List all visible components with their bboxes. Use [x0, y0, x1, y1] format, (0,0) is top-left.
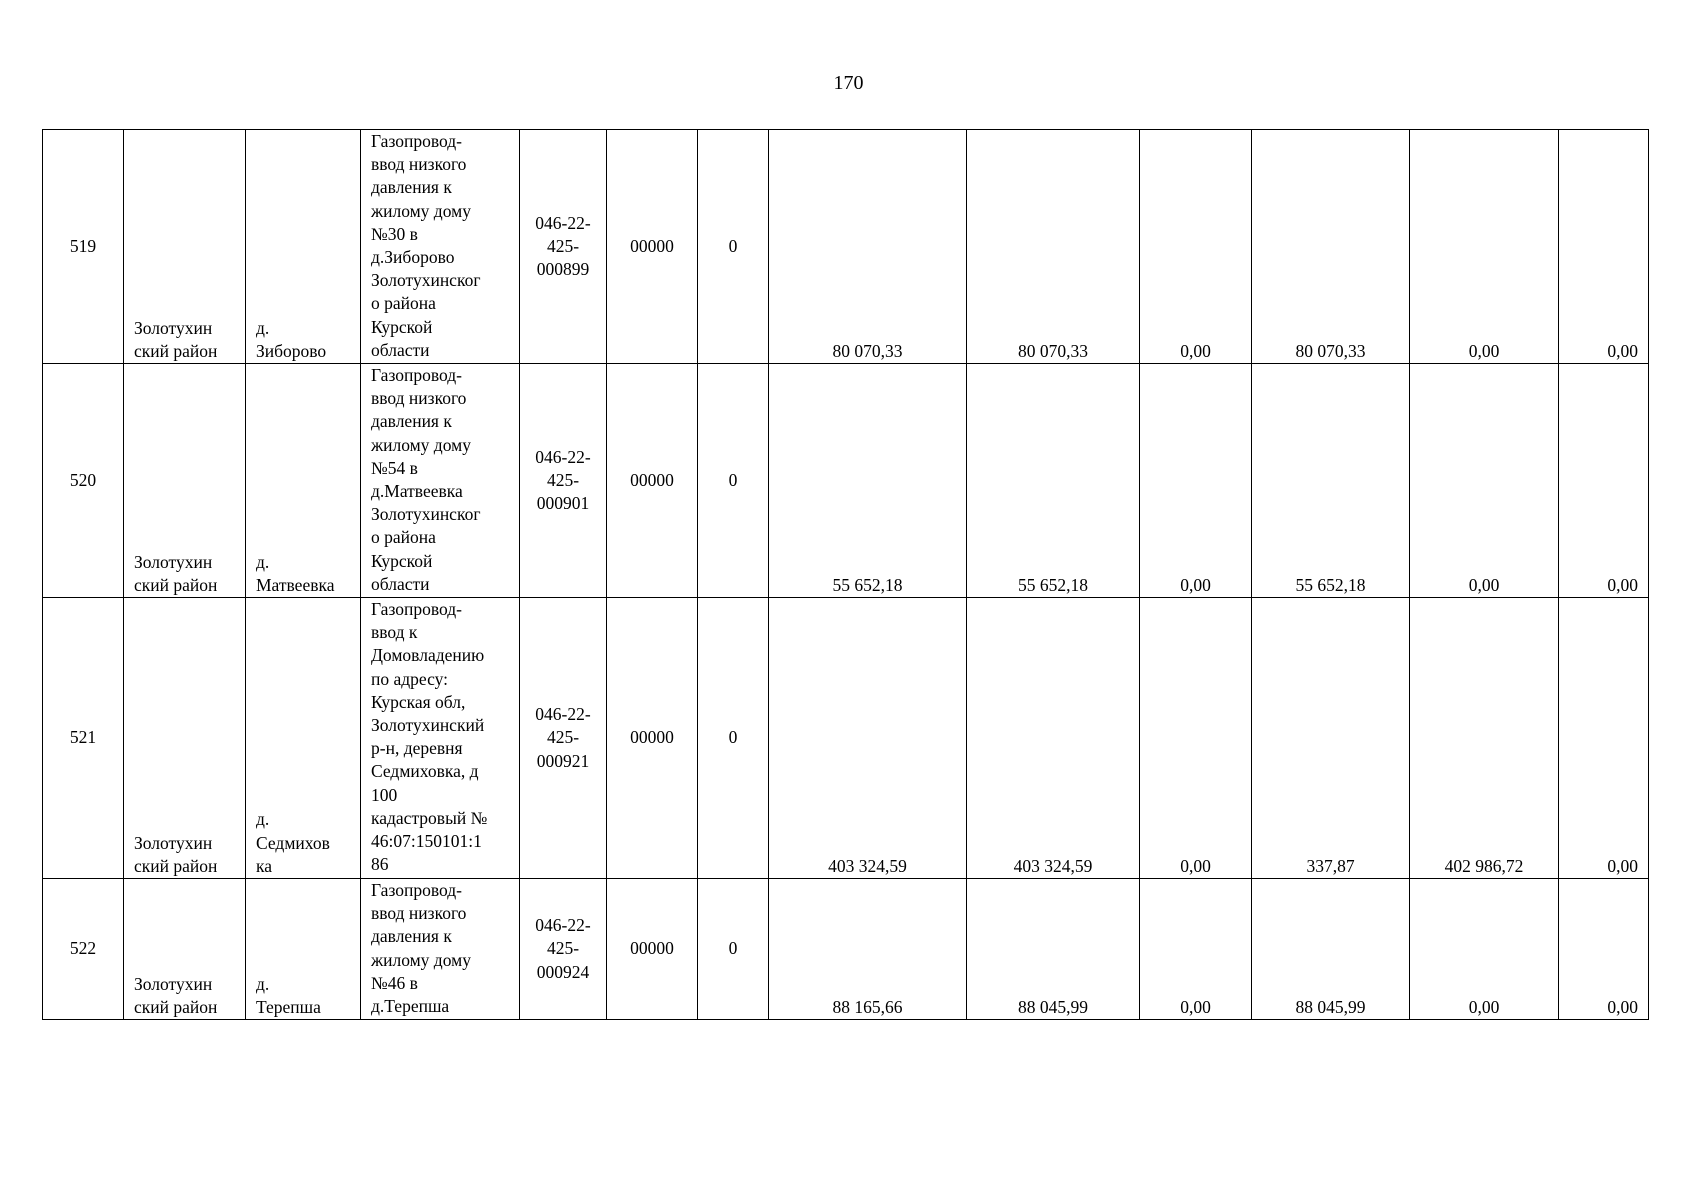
cell-line: Матвеевка — [256, 574, 335, 595]
cell-line: 425- — [546, 235, 580, 256]
code-cell — [520, 879, 607, 1020]
cell-line: Золотухин — [134, 551, 213, 572]
code-suffix-cell: 00000 — [607, 598, 698, 879]
cell-line: ввод низкого — [371, 388, 467, 409]
description-cell — [361, 879, 520, 1020]
cell-line: Домовладению — [371, 645, 485, 666]
locality-cell — [246, 364, 361, 598]
amount-cell: 0,00 — [1559, 364, 1649, 598]
cell-line: Седмихов — [256, 832, 330, 853]
cell-line: 046-22- — [535, 915, 591, 936]
amount-cell: 402 986,72 — [1410, 598, 1559, 879]
cell-line: Золотухинског — [371, 270, 481, 291]
cell-line: 046-22- — [535, 704, 591, 725]
cell-line: №46 в — [371, 972, 418, 993]
cell-line: жилому дому — [371, 200, 471, 221]
amount-cell: 0,00 — [1559, 598, 1649, 879]
amount-cell: 55 652,18 — [967, 364, 1140, 598]
amount-cell: 337,87 — [1252, 598, 1410, 879]
flag-cell: 0 — [698, 879, 769, 1020]
cell-line: ский район — [134, 996, 218, 1017]
cell-line: 046-22- — [535, 212, 591, 233]
cell-line: Курская обл, — [371, 691, 466, 712]
cell-line: д. — [256, 551, 270, 572]
code-cell — [520, 598, 607, 879]
flag-cell: 0 — [698, 598, 769, 879]
registry-table — [42, 129, 1649, 1020]
cell-line: кадастровый № — [371, 807, 488, 828]
cell-line: д.Матвеевка — [371, 481, 463, 502]
cell-line: ский район — [134, 855, 218, 876]
cell-line: д.Зиборово — [371, 247, 455, 268]
cell-line: д. — [256, 317, 270, 338]
amount-cell: 0,00 — [1140, 598, 1252, 879]
cell-line: д. — [256, 809, 270, 830]
locality-cell — [246, 598, 361, 879]
cell-line: 000924 — [536, 961, 590, 982]
cell-line: давления к — [371, 177, 452, 198]
district-cell — [124, 598, 246, 879]
amount-cell: 80 070,33 — [769, 130, 967, 364]
cell-line: 425- — [546, 727, 580, 748]
description-cell — [361, 130, 520, 364]
code-suffix-cell: 00000 — [607, 879, 698, 1020]
amount-cell: 0,00 — [1559, 879, 1649, 1020]
cell-line: Газопровод- — [371, 599, 462, 619]
row-number: 519 — [43, 130, 124, 364]
cell-line: жилому дому — [371, 949, 471, 970]
table-row — [43, 130, 1649, 364]
cell-line: ввод к — [371, 622, 418, 643]
cell-line: Золотухин — [134, 832, 213, 853]
cell-line: Газопровод- — [371, 880, 462, 900]
table-row — [43, 364, 1649, 598]
cell-line: Седмиховка, д — [371, 761, 479, 782]
locality-cell — [246, 879, 361, 1020]
code-suffix-cell: 00000 — [607, 364, 698, 598]
amount-cell: 0,00 — [1140, 879, 1252, 1020]
cell-line: области — [371, 339, 430, 360]
code-cell — [520, 130, 607, 364]
amount-cell: 0,00 — [1559, 130, 1649, 364]
cell-line: о района — [371, 527, 436, 548]
cell-line: Газопровод- — [371, 365, 462, 385]
amount-cell: 0,00 — [1140, 130, 1252, 364]
amount-cell: 0,00 — [1410, 879, 1559, 1020]
cell-line: д.Терепша — [371, 996, 450, 1017]
district-cell — [124, 879, 246, 1020]
cell-line: Золотухинский — [371, 715, 485, 736]
cell-line: Зиборово — [256, 340, 327, 361]
cell-line: ка — [256, 855, 273, 876]
cell-line: ский район — [134, 340, 218, 361]
cell-line: по адресу: — [371, 668, 449, 689]
cell-line: Золотухинског — [371, 504, 481, 525]
cell-line: ввод низкого — [371, 903, 467, 924]
district-cell — [124, 364, 246, 598]
description-cell — [361, 598, 520, 879]
code-suffix-cell: 00000 — [607, 130, 698, 364]
row-number: 520 — [43, 364, 124, 598]
page-number: 170 — [833, 72, 864, 94]
amount-cell: 0,00 — [1140, 364, 1252, 598]
locality-cell — [246, 130, 361, 364]
district-cell — [124, 130, 246, 364]
cell-line: Золотухин — [134, 317, 213, 338]
code-cell — [520, 364, 607, 598]
cell-line: Курской — [371, 316, 433, 337]
cell-line: 86 — [371, 854, 389, 875]
cell-line: д. — [256, 973, 270, 994]
flag-cell: 0 — [698, 130, 769, 364]
cell-line: Курской — [371, 550, 433, 571]
amount-cell: 0,00 — [1410, 364, 1559, 598]
cell-line: области — [371, 573, 430, 594]
cell-line: о района — [371, 293, 436, 314]
amount-cell: 80 070,33 — [967, 130, 1140, 364]
amount-cell: 80 070,33 — [1252, 130, 1410, 364]
cell-line: давления к — [371, 411, 452, 432]
table-row — [43, 879, 1649, 1020]
cell-line: давления к — [371, 926, 452, 947]
cell-line: 000901 — [536, 493, 590, 514]
row-number: 521 — [43, 598, 124, 879]
amount-cell: 88 045,99 — [1252, 879, 1410, 1020]
table-row — [43, 598, 1649, 879]
cell-line: Газопровод- — [371, 131, 462, 151]
cell-line: №30 в — [371, 223, 418, 244]
cell-line: ввод низкого — [371, 154, 467, 175]
cell-line: ский район — [134, 574, 218, 595]
amount-cell: 55 652,18 — [769, 364, 967, 598]
cell-line: 046-22- — [535, 446, 591, 467]
flag-cell: 0 — [698, 364, 769, 598]
amount-cell: 403 324,59 — [967, 598, 1140, 879]
cell-line: р-н, деревня — [371, 738, 463, 759]
cell-line: 000921 — [536, 750, 590, 771]
amount-cell: 55 652,18 — [1252, 364, 1410, 598]
description-cell — [361, 364, 520, 598]
cell-line: 100 — [371, 784, 398, 805]
amount-cell: 88 165,66 — [769, 879, 967, 1020]
cell-line: 425- — [546, 938, 580, 959]
cell-line: жилому дому — [371, 434, 471, 455]
cell-line: Золотухин — [134, 973, 213, 994]
amount-cell: 0,00 — [1410, 130, 1559, 364]
cell-line: 000899 — [536, 259, 590, 280]
amount-cell: 88 045,99 — [967, 879, 1140, 1020]
cell-line: №54 в — [371, 457, 418, 478]
cell-line: Терепша — [256, 996, 321, 1017]
cell-line: 46:07:150101:1 — [371, 831, 482, 852]
amount-cell: 403 324,59 — [769, 598, 967, 879]
cell-line: 425- — [546, 469, 580, 490]
row-number: 522 — [43, 879, 124, 1020]
